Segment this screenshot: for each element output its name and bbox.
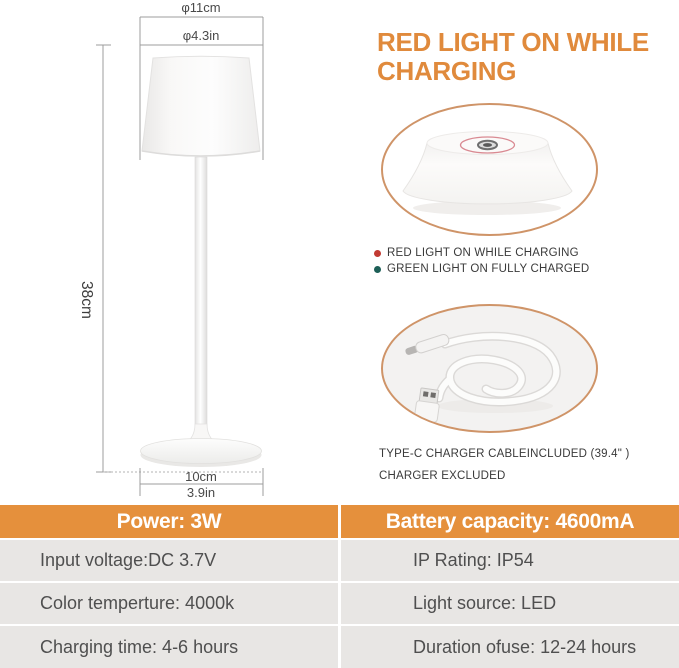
- cable-note-line1: TYPE-C CHARGER CABLEINCLUDED (39.4" ): [379, 448, 630, 460]
- spec-cell-duration-of-use: Duration ofuse: 12-24 hours: [341, 626, 679, 668]
- dim-label-height: 38cm: [78, 281, 95, 319]
- lamp-pole: [195, 157, 207, 429]
- spec-cell-charging-time: Charging time: 4-6 hours: [0, 626, 338, 668]
- red-dot-icon: [374, 250, 381, 257]
- spec-table: [0, 505, 679, 668]
- lamp-shade: [142, 56, 260, 156]
- lamp-dimension-diagram: [0, 0, 340, 500]
- spec-cell-ip-rating: IP Rating: IP54: [341, 540, 679, 581]
- cable-note: [379, 443, 629, 487]
- usb-cable-oval: [381, 304, 598, 433]
- cable-note-line2: CHARGER EXCLUDED: [379, 470, 506, 482]
- usb-cable-illustration: [383, 306, 592, 427]
- usb-c-connector: [404, 333, 450, 357]
- legend-item-red: [374, 245, 589, 261]
- charging-indicator-oval: [381, 103, 598, 236]
- spec-header-battery: Battery capacity: 4600mA: [341, 505, 679, 538]
- lamp-base-top-illustration: [383, 105, 592, 230]
- spec-header-power: Power: 3W: [0, 505, 338, 538]
- legend-item-green: [374, 261, 589, 277]
- usb-a-connector: [414, 388, 441, 423]
- lamp-base: [141, 439, 262, 464]
- green-dot-icon: [374, 266, 381, 273]
- touch-button-center: [483, 143, 492, 147]
- indicator-legend: [374, 245, 589, 277]
- dim-label-shade-in: φ4.3in: [182, 28, 220, 43]
- dim-label-base-in: 3.9in: [186, 485, 216, 500]
- legend-label-green: GREEN LIGHT ON FULLY CHARGED: [387, 263, 590, 275]
- spec-cell-color-temperature: Color temperture: 4000k: [0, 583, 338, 624]
- dim-label-base-cm: 10cm: [185, 469, 217, 484]
- dim-label-shade-cm: φ11cm: [181, 0, 221, 15]
- charging-heading: RED LIGHT ON WHILE CHARGING: [377, 27, 649, 86]
- spec-cell-light-source: Light source: LED: [341, 583, 679, 624]
- legend-label-red: RED LIGHT ON WHILE CHARGING: [387, 247, 579, 259]
- spec-cell-input-voltage: Input voltage:DC 3.7V: [0, 540, 338, 581]
- cable-wire: [439, 336, 556, 402]
